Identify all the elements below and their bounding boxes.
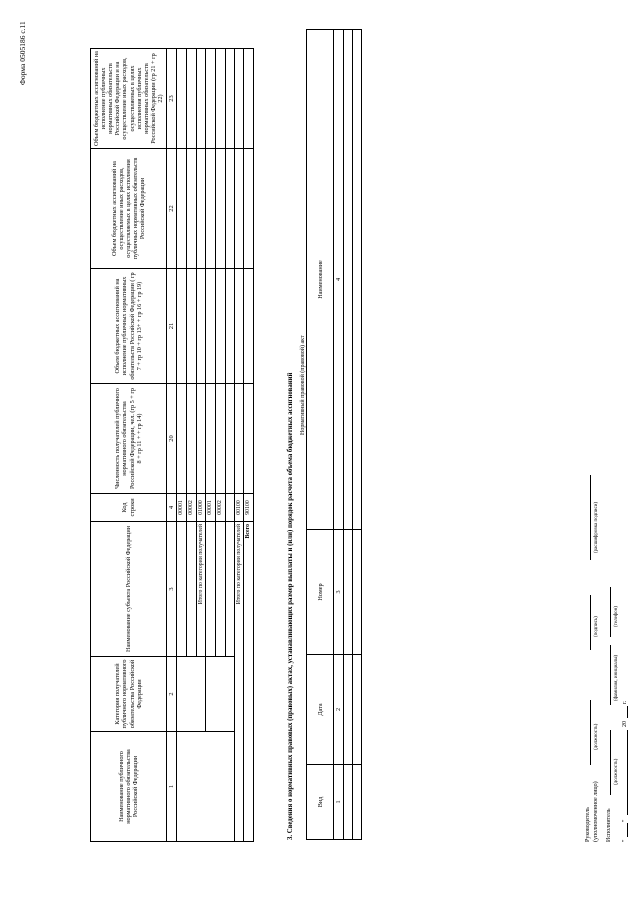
value-cell[interactable]	[206, 269, 216, 384]
table-row	[234, 49, 244, 842]
line-code: 00002	[216, 494, 226, 522]
subject-cell[interactable]	[177, 522, 187, 657]
form-code: Форма 0505186 с.11	[18, 21, 27, 85]
value-cell[interactable]	[225, 384, 234, 494]
executor-name-line[interactable]	[610, 645, 611, 705]
phone-caption: (телефон)	[614, 606, 619, 627]
value-cell[interactable]	[206, 149, 216, 269]
head-decoding-line[interactable]	[590, 475, 591, 560]
column-number: 20	[167, 384, 177, 494]
column-number: 22	[167, 149, 177, 269]
subject-cell[interactable]	[216, 522, 226, 657]
grand-total-label: Всего	[244, 522, 254, 842]
npa-cell[interactable]	[344, 655, 353, 765]
subject-cell[interactable]	[225, 522, 234, 657]
date-day-line[interactable]	[627, 823, 628, 837]
executor-position-caption: (должность)	[614, 758, 619, 785]
table-header-row	[91, 49, 167, 842]
value-cell[interactable]	[187, 149, 197, 269]
normative-acts-table	[306, 29, 362, 840]
date-year: 20	[622, 721, 628, 727]
npa-header-row	[307, 30, 334, 840]
value-cell[interactable]	[187, 269, 197, 384]
value-cell[interactable]	[244, 49, 254, 149]
value-cell[interactable]	[177, 269, 187, 384]
header-number: Номер	[307, 530, 334, 655]
column-number: 2	[334, 655, 344, 765]
head-signature-line[interactable]	[590, 595, 591, 650]
table-row	[206, 49, 216, 842]
value-cell[interactable]	[234, 49, 244, 149]
value-cell[interactable]	[187, 384, 197, 494]
column-number: 1	[334, 765, 344, 840]
value-cell[interactable]	[196, 384, 206, 494]
header-kind: Вид	[307, 765, 334, 840]
value-cell[interactable]	[177, 149, 187, 269]
column-number: 2	[167, 657, 177, 732]
value-cell[interactable]	[216, 269, 226, 384]
table-row	[344, 30, 353, 840]
npa-numbers-row	[334, 30, 344, 840]
value-cell[interactable]	[196, 269, 206, 384]
decoding-caption: (расшифровка подписи)	[594, 501, 599, 553]
value-cell[interactable]	[244, 269, 254, 384]
executor-position-line[interactable]	[610, 730, 611, 795]
value-cell[interactable]	[196, 149, 206, 269]
npa-cell[interactable]	[344, 30, 353, 530]
header-total-volume: Объем бюджетных ассигнований на исполнение публичных нормативных обязательств Российской Федерации и на осуществление иных расходов, осуществляемых в целях исполнения публичных нормативных обязательств Российской Федерации (гр 21 + гр 22)	[91, 49, 167, 149]
head-sub: (уполномоченное лицо)	[593, 781, 599, 842]
table-row	[244, 49, 254, 842]
section3-title: 3. Сведения о нормативных правовых (правовых) актах, устанавливающих размер выплаты и (или) порядок расчета объема бюджетных ассигнований	[287, 372, 294, 840]
column-number: 4	[167, 494, 177, 522]
column-numbers-row	[167, 49, 177, 842]
line-code: 00001	[206, 494, 216, 522]
table-row	[177, 49, 187, 842]
value-cell[interactable]	[187, 49, 197, 149]
column-number: 1	[167, 732, 177, 842]
npa-cell[interactable]	[353, 765, 362, 840]
npa-cell[interactable]	[353, 655, 362, 765]
header-recipients-count: Численность получателей публичного нормативного обязательства Российской Федерации, чел. (гр 5 + гр 8 + гр 11 + + гр 14)	[91, 384, 167, 494]
line-code: 00001	[177, 494, 187, 522]
line-code: 90100	[244, 494, 254, 522]
value-cell[interactable]	[216, 49, 226, 149]
column-number: 3	[167, 522, 177, 657]
head-label: Руководитель	[585, 807, 591, 842]
executor-name-caption: (фамилия, инициалы)	[614, 654, 619, 701]
value-cell[interactable]	[206, 49, 216, 149]
value-cell[interactable]	[206, 384, 216, 494]
value-cell[interactable]	[216, 384, 226, 494]
date-suffix: г.	[622, 700, 628, 704]
line-code: 01000	[196, 494, 206, 522]
position-caption: (должность)	[594, 723, 599, 750]
header-date: Дата	[307, 655, 334, 765]
npa-caption: Нормативный правовой (правовой) акт	[300, 335, 306, 435]
subject-cell[interactable]	[206, 522, 216, 657]
header-obligation-name: Наименование публичного нормативного обязательства Российской Федерации	[91, 732, 167, 842]
value-cell[interactable]	[177, 49, 187, 149]
line-code: 00002	[187, 494, 197, 522]
executor-label: Исполнитель	[606, 808, 612, 842]
date-year-line[interactable]	[627, 706, 628, 718]
executor-phone-line[interactable]	[610, 587, 611, 637]
value-cell[interactable]	[234, 384, 244, 494]
category-cell[interactable]	[206, 657, 234, 732]
subject-cell[interactable]	[187, 522, 197, 657]
value-cell[interactable]	[216, 149, 226, 269]
value-cell[interactable]	[225, 149, 234, 269]
date-open-quote: "	[622, 839, 628, 842]
date-month-line[interactable]	[627, 730, 628, 815]
value-cell[interactable]	[244, 149, 254, 269]
column-number: 23	[167, 49, 177, 149]
header-other-expenses: Объем бюджетных ассигнований на осуществление иных расходов, осуществляемых в целях исполнения публичных нормативных обязательств Российской Федерации	[91, 149, 167, 269]
value-cell[interactable]	[225, 49, 234, 149]
head-position-line[interactable]	[590, 700, 591, 765]
line-code: 00100	[234, 494, 244, 522]
total-category-label: Итого по категории получателей	[196, 522, 206, 657]
value-cell[interactable]	[225, 269, 234, 384]
signature-caption: (подпись)	[594, 616, 599, 637]
obligation-cell[interactable]	[177, 732, 234, 842]
category-cell[interactable]	[177, 657, 206, 732]
column-number: 3	[334, 530, 344, 655]
header-title: Наименование	[307, 30, 334, 530]
header-line-code: Код строки	[91, 494, 167, 522]
value-cell[interactable]	[244, 384, 254, 494]
npa-cell[interactable]	[353, 530, 362, 655]
value-cell[interactable]	[177, 384, 187, 494]
header-subject: Наименование субъекта Российской Федерации	[91, 522, 167, 657]
npa-cell[interactable]	[344, 530, 353, 655]
column-number: 4	[334, 30, 344, 530]
table-row	[353, 30, 362, 840]
value-cell[interactable]	[196, 49, 206, 149]
value-cell[interactable]	[234, 149, 244, 269]
column-number: 21	[167, 269, 177, 384]
npa-cell[interactable]	[353, 30, 362, 530]
header-obligation-volume: Объем бюджетных ассигнований на исполнение публичных нормативных обязательств Российской Федерации ( гр 7 + гр 10 + гр 13+ + гр 16 + гр 19)	[91, 269, 167, 384]
header-category: Категория получателей публичного нормативного обязательства Российской Федерации	[91, 657, 167, 732]
obligations-table	[90, 48, 254, 842]
line-code	[225, 494, 234, 522]
total-obligation-label: Итого по категории получателей	[234, 522, 244, 842]
date-close-quote: "	[622, 819, 628, 822]
value-cell[interactable]	[234, 269, 244, 384]
npa-cell[interactable]	[344, 765, 353, 840]
